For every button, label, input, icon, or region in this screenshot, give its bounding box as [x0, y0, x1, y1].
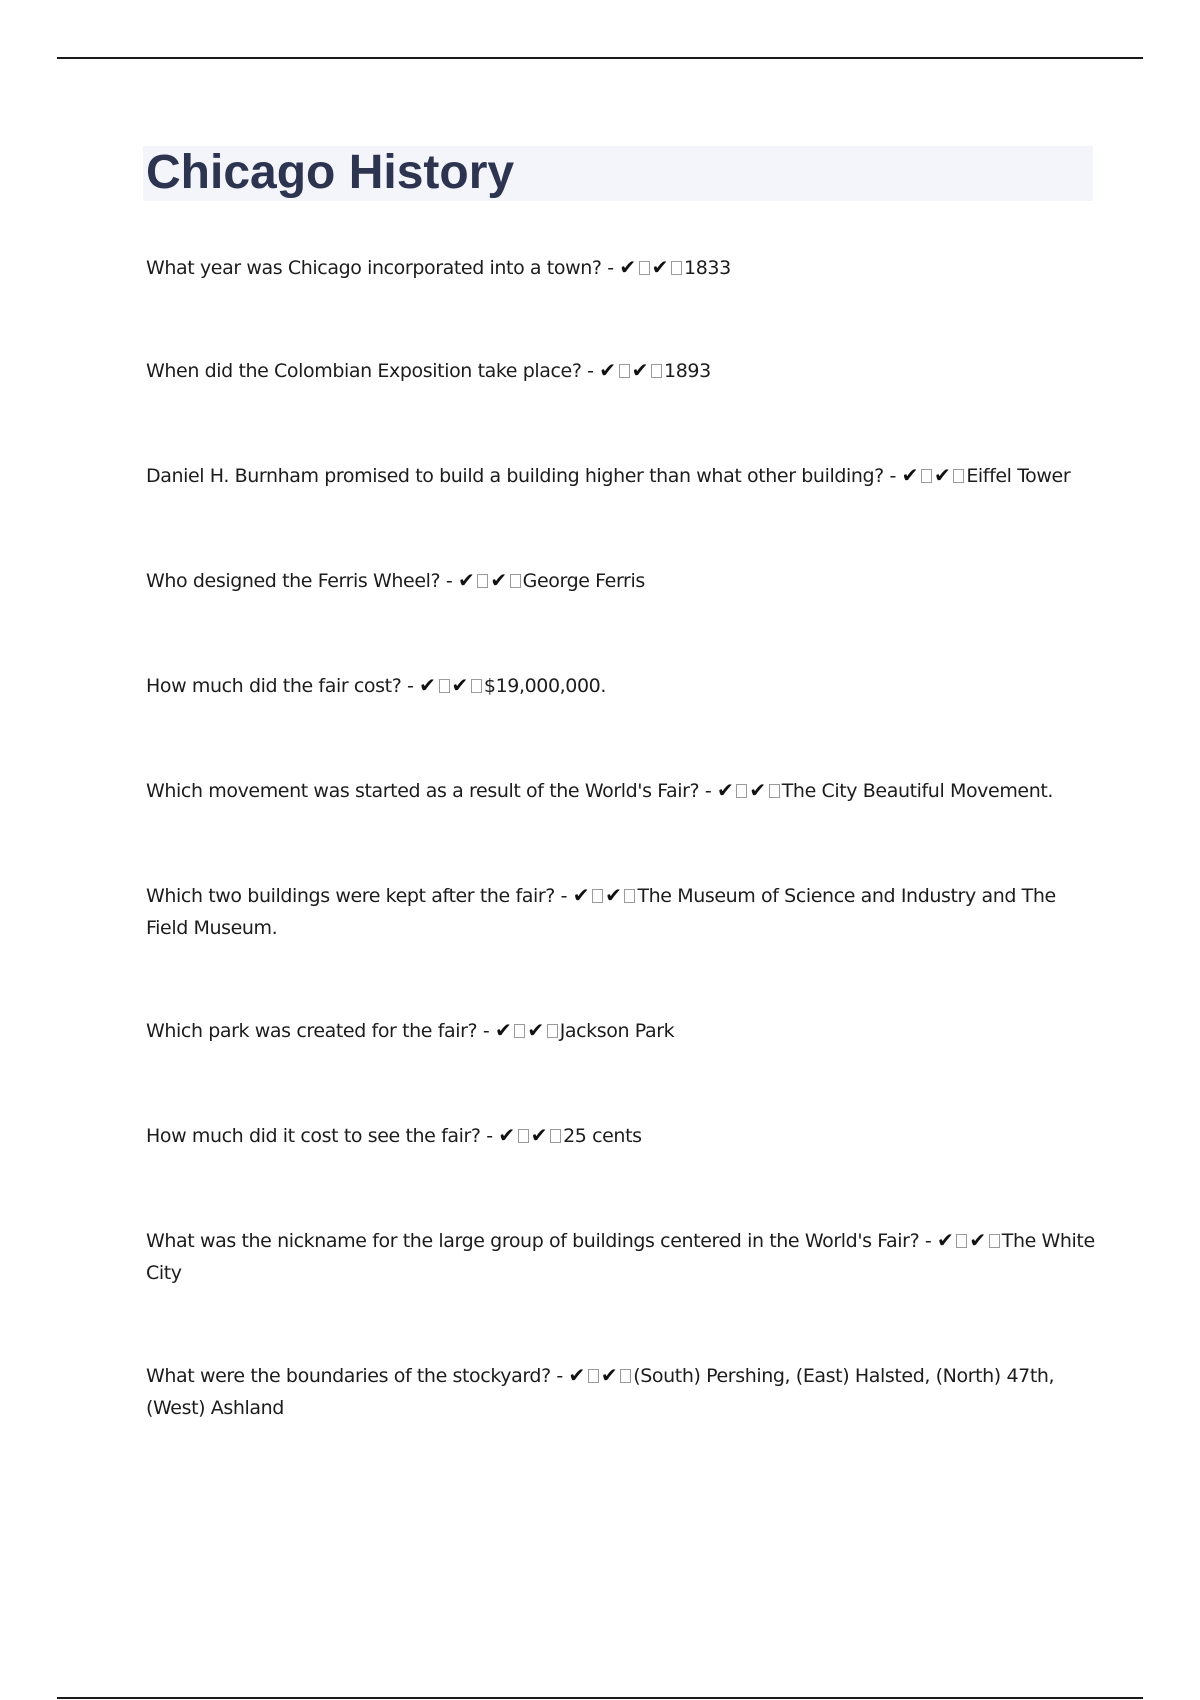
checkbox-glyph-icon: [651, 364, 662, 378]
check-icon: ✔: [457, 568, 475, 592]
qa-item: [146, 354, 1096, 387]
separator: -: [477, 1020, 495, 1042]
answer-text: Eiffel Tower: [966, 465, 1071, 487]
separator: -: [699, 780, 717, 802]
check-icon: ✔: [651, 255, 669, 279]
check-icon: ✔: [901, 463, 918, 487]
separator: -: [401, 675, 420, 697]
question-text: What were the boundaries of the stockyard?: [146, 1365, 551, 1387]
checkbox-glyph-icon: [953, 469, 964, 483]
checkbox-glyph-icon: [550, 1129, 561, 1143]
check-icon: ✔: [419, 673, 436, 697]
qa-item: [146, 669, 1096, 702]
answer-text: 1893: [664, 360, 711, 382]
check-icon: ✔: [619, 255, 636, 279]
answer-text: $19,000,000.: [483, 675, 606, 697]
check-icon: ✔: [527, 1018, 544, 1042]
check-icon: ✔: [631, 358, 648, 382]
checkbox-glyph-icon: [769, 784, 780, 798]
separator: -: [883, 465, 902, 487]
question-text: Who designed the Ferris Wheel?: [146, 570, 441, 592]
check-icon: ✔: [605, 883, 622, 907]
checkbox-glyph-icon: [620, 1369, 631, 1383]
checkbox-glyph-icon: [624, 889, 635, 903]
check-icon: ✔: [969, 1228, 986, 1252]
qa-item: [146, 1224, 1096, 1289]
top-rule: [57, 57, 1143, 59]
check-icon: ✔: [937, 1228, 954, 1252]
checkbox-glyph-icon: [619, 364, 630, 378]
checkbox-glyph-icon: [639, 261, 650, 275]
separator: -: [440, 570, 458, 592]
checkbox-glyph-icon: [439, 679, 450, 693]
question-text: What was the nickname for the large group of buildings centered in the World's Fair?: [146, 1230, 920, 1252]
check-icon: ✔: [933, 463, 951, 487]
check-icon: ✔: [599, 358, 616, 382]
qa-item: [146, 1014, 1096, 1047]
question-text: How much did it cost to see the fair?: [146, 1125, 481, 1147]
check-icon: ✔: [451, 673, 468, 697]
answer-text: The City Beautiful Movement.: [781, 780, 1054, 802]
question-text: How much did the fair cost?: [146, 675, 402, 697]
check-icon: ✔: [498, 1123, 515, 1147]
answer-text: 25 cents: [563, 1125, 642, 1147]
question-text: When did the Colombian Exposition take place?: [146, 360, 582, 382]
answer-text: The Museum of Science and Industry and The Field Museum.: [146, 885, 1056, 939]
checkbox-glyph-icon: [518, 1129, 529, 1143]
checkbox-glyph-icon: [671, 261, 682, 275]
check-icon: ✔: [490, 568, 507, 592]
checkbox-glyph-icon: [736, 784, 747, 798]
qa-item: [146, 1359, 1096, 1424]
check-icon: ✔: [749, 778, 766, 802]
answer-text: 1833: [684, 257, 731, 279]
question-text: Which two buildings were kept after the fair?: [146, 885, 555, 907]
checkbox-glyph-icon: [510, 574, 521, 588]
question-text: What year was Chicago incorporated into a town?: [146, 257, 602, 279]
separator: -: [601, 257, 620, 279]
qa-item: [146, 564, 1096, 597]
checkbox-glyph-icon: [471, 679, 482, 693]
separator: -: [581, 360, 600, 382]
qa-item: [146, 879, 1096, 944]
answer-text: (South) Pershing, (East) Halsted, (North) 47th, (West) Ashland: [146, 1365, 1055, 1419]
qa-item: [146, 251, 1096, 284]
check-icon: ✔: [717, 778, 734, 802]
check-icon: ✔: [600, 1363, 618, 1387]
checkbox-glyph-icon: [588, 1369, 599, 1383]
checkbox-glyph-icon: [921, 469, 932, 483]
checkbox-glyph-icon: [956, 1234, 967, 1248]
answer-text: The White City: [146, 1230, 1095, 1284]
separator: -: [480, 1125, 499, 1147]
question-text: Which movement was started as a result of the World's Fair?: [146, 780, 700, 802]
bottom-rule: [57, 1697, 1143, 1699]
check-icon: ✔: [572, 883, 590, 907]
checkbox-glyph-icon: [547, 1024, 558, 1038]
qa-item: [146, 459, 1096, 492]
checkbox-glyph-icon: [514, 1024, 525, 1038]
answer-text: Jackson Park: [559, 1020, 675, 1042]
question-text: Daniel H. Burnham promised to build a building higher than what other building?: [146, 465, 884, 487]
qa-item: [146, 774, 1096, 807]
separator: -: [550, 1365, 569, 1387]
page-title: Chicago History: [146, 146, 515, 199]
separator: -: [919, 1230, 938, 1252]
separator: -: [554, 885, 573, 907]
answer-text: George Ferris: [522, 570, 645, 592]
checkbox-glyph-icon: [989, 1234, 1000, 1248]
checkbox-glyph-icon: [592, 889, 603, 903]
check-icon: ✔: [530, 1123, 548, 1147]
check-icon: ✔: [494, 1018, 512, 1042]
checkbox-glyph-icon: [477, 574, 488, 588]
question-text: Which park was created for the fair?: [146, 1020, 478, 1042]
qa-item: [146, 1119, 1096, 1152]
check-icon: ✔: [568, 1363, 585, 1387]
